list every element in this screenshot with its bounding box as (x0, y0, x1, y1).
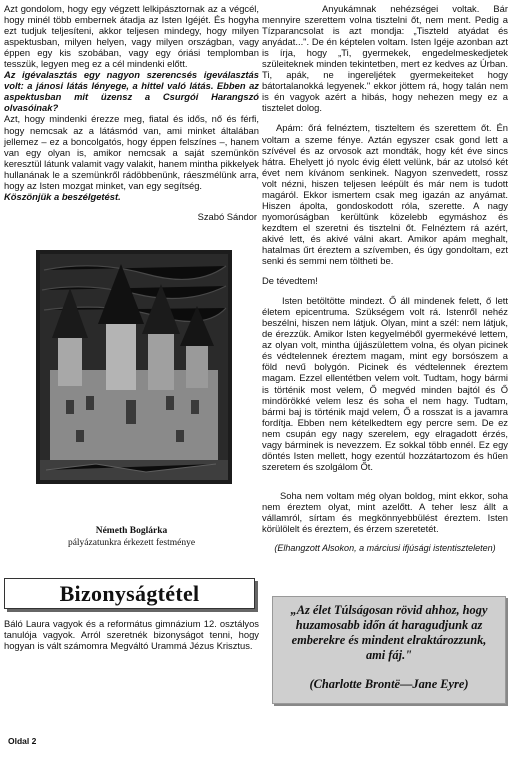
quote-text: „Az élet Túlságosan rövid ahhoz, hogy huzamosabb időn át haragudjunk az emberekre és mindent elraktározzunk, ami fáj." (290, 603, 488, 662)
event-note: (Elhangzott Alsokon, a márciusi ifjúsági istentiszteleten) (274, 543, 496, 554)
right-column (262, 3, 508, 554)
testimony-paragraph-1: Anyukámnak nehézségei voltak. Bár mennyire szerettem volna tisztelni őt, nem ment. Pedig a Tízparancsolat is azt mondja: „Tiszteld atyádat és anyádat...". De én képtelen voltam. Isten Igéje azonban azt is írja, hogy „Ti, gyermekek, engedelmeskedjetek szüleiteknek minden tekintetben, mert ez kedves az Úrban. Ti, apák, ne ingereljétek gyermekeiteket hogy bátortalanokká legyenek." ekkor jöttem rá, hogy talán nem is én vagyok azért a hibás, hogy nehezen megy ez a tisztelet dolog. (262, 3, 508, 114)
thanks-line: Köszönjük a beszélgetést. (4, 190, 121, 202)
painting-caption-subtitle: pályázatunkra érkezett festménye (67, 538, 196, 548)
section-title: Bizonyságtétel (59, 580, 200, 606)
interview-question-2: Az igévalasztás egy nagyon szerencsés igeválasztás volt: a jánosi látás lényege, a hittel való látás. Ebben az aspektusban mit üzensz a Csurgói Harangszó olvasóinak? (4, 69, 259, 114)
testimony-paragraph-2: Apám: őrá felnéztem, tiszteltem és szerettem őt. Én voltam a szeme fénye. Aztán egyszer csak gond lett a szívével és az orvosok azt mondták, hogy két éve sincs hátra. Ehelyett jó nyolc évig élett velünk, bár az utolsó két évet nem kívánom senkinek. Nagyon szenvedett, rossz volt nézni, hiszen teljesen leépült és már nem is tudott magáról. Ekkor ismertem csak meg igazán az anyámat. Hiszen ápolta, gondoskodott róla, szerette. A nagy nyomorúságban kerültünk közelebb egymáshoz és kezdtem el szeretni és tisztelni őt. Felnéztem rá azért, akivé lett, és akivé válni akart. Amikor apám meghalt, hatalmas űrt éreztem a szívemben, és úgy gondoltam, ezt senki és semmi nem töltheti be. (262, 122, 508, 267)
interview-answer-1: Azt gondolom, hogy egy végzett lelkipásztornak az a végcél, hogy minél több embernek átadja az Isten Igéjét. És hogyha ezt tudjuk teljesíteni, akkor teljesen mindegy, hogy milyen aspektusban, milyen helyen, vagy milyen országban, vagy éppen egy kis szobában, vagy egy óriási templomban tesszük, legyen meg ez a cél mindenki előtt. (4, 3, 259, 70)
testimony-paragraph-3: De tévedtem! (262, 275, 318, 287)
testimony-paragraph-4: Isten betöltötte mindezt. Ő áll mindenek felett, ő lett életem epicentruma. Szükségem volt rá. Istenről nehéz beszélni, hiszen nem látjuk. Olyan, mint a szél: nem látjuk, de érezzük. Amikor Isten kegyelméből gyermekévé lettem, az olyan volt, mintha újjászülettem volna, és olyan picinek és védtelennek éreztem magam, mint egy borsószem a föld nevű bolygón. Picinek és védtelennek éreztem magam. Ezzel ellentétben velem volt. Tudtam, hogy bármi is történik most velem, Ő megvéd minden bajtól és Ő mindörökké velem lesz és soha el nem hagy. Tudtam, bármi baj is történik majd velem, Ő a rosszat is a javamra fordítja. Ebben nem kételkedtem egy percre sem. De ez nem csupán egy nagy szerelem, egy elragadott érzés, vagy bárminek is nevezzem. Ez sokkal több ennél. Ez egy döntés Isten mellett, hogy ezentúl hozzátartozom és hűen szeretem és szolgálom Őt. (262, 295, 508, 472)
section-title-box (4, 578, 255, 609)
painting-caption-name: Németh Boglárka (95, 526, 168, 536)
castle-painting (36, 250, 232, 484)
page-number: Oldal 2 (8, 736, 37, 746)
author-signature: Szabó Sándor (197, 210, 257, 222)
section-intro-block (4, 618, 259, 651)
left-column (4, 3, 259, 222)
quote-box (272, 596, 506, 704)
section-intro: Báló Laura vagyok és a református gimnázium 12. osztályos tanulója vagyok. Arról szeretnék bizonyságot tenni, hogy hogyan is vált számomra Megváltó Urammá Jézus Krisztus. (4, 618, 259, 652)
interview-answer-2: Azt, hogy mindenki érezze meg, fiatal és idős, nő és férfi, hogy nemcsak az a látásmód van, ami minket általában jellemez – ez a boncolgatós, hogy éppen felszínes –, hanem van egy olyan is, amikor nemcsak a saját szemünkön keresztül látunk valamit vagy valakit, hanem mintha pikkelyek hullanának le a szemünkről rádöbbenünk, ráeszmélünk arra, hogy az Isten mozgat minket, van egy segítség. (4, 113, 259, 191)
quote-author: (Charlotte Brontë—Jane Eyre) (309, 677, 469, 691)
painting-image (36, 250, 232, 484)
testimony-paragraph-5: Soha nem voltam még olyan boldog, mint ekkor, soha nem éreztem olyat, mint azelőtt. A teher lesz állt a vállamról, sírtam és megkönnyebbülést éreztem. Isten körülölelt és éreztem, és érzem szeretetét. (262, 489, 508, 535)
